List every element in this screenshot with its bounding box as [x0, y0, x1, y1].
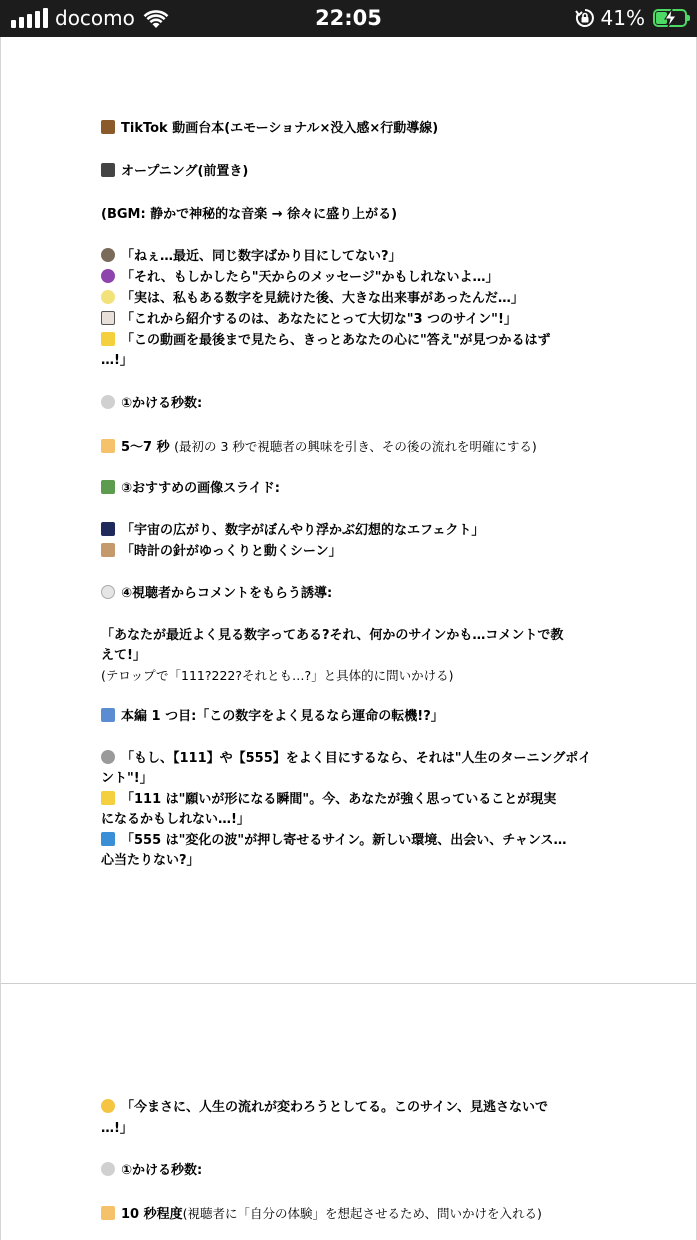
battery-charging-icon: [653, 9, 687, 27]
doc-line: …!」: [101, 353, 133, 368]
clock-time: 22:05: [315, 6, 382, 30]
doc-line: 5〜7 秒 (最初の 3 秒で視聴者の興味を引き、その後の流れを明確にする): [101, 437, 601, 458]
doc-line: 「もし、【111】や【555】をよく目にするなら、それは"人生のターニングポイ: [101, 749, 601, 769]
doc-line: …!」: [101, 1121, 133, 1136]
doc-line: TikTok 動画台本(エモーショナル×没入感×行動導線): [101, 119, 601, 139]
carrier-name: docomo: [55, 6, 135, 30]
hourglass-icon: [101, 543, 115, 557]
sparkles-icon: [101, 791, 115, 805]
framed-picture-icon: [101, 480, 115, 494]
doc-line: ント"!」: [101, 771, 153, 786]
orientation-lock-icon: [575, 8, 595, 28]
doc-line: (BGM: 静かで神秘的な音楽 → 徐々に盛り上がる): [101, 207, 398, 222]
doc-line: 「ねぇ…最近、同じ数字ばかり目にしてない?」: [101, 247, 601, 267]
doc-line: 「111 は"願いが形になる瞬間"。今、あなたが強く思っていることが現実: [101, 790, 601, 810]
doc-line: 心当たりない?」: [101, 853, 200, 868]
clock-icon: [101, 1162, 115, 1176]
doc-line: 「宇宙の広がり、数字がぼんやり浮かぶ幻想的なエフェクト」: [101, 521, 601, 541]
doc-line: 「この動画を最後まで見たら、きっとあなたの心に"答え"が見つかるはず: [101, 331, 601, 351]
status-bar: [0, 0, 697, 37]
doc-line: オープニング(前置き): [101, 162, 601, 182]
document-page-1: [0, 37, 697, 984]
eyes-icon: [101, 311, 115, 325]
speech-balloon-icon: [101, 585, 115, 599]
doc-line: ①かける秒数:: [101, 1161, 601, 1181]
sparkles-icon: [101, 332, 115, 346]
doc-line: ④視聴者からコメントをもらう誘導:: [101, 584, 601, 604]
pointing-hand-icon: [101, 1206, 115, 1220]
doc-line: (テロップで「111?222?それとも…?」と具体的に問いかける): [101, 668, 454, 683]
doc-line: 「555 は"変化の波"が押し寄せるサイン。新しい環境、出会い、チャンス…: [101, 831, 601, 851]
document-page-2: [0, 984, 697, 1240]
charging-bolt-icon: [663, 9, 679, 27]
doc-line: 本編 1 つ目:「この数字をよく見るなら運命の転機!?」: [101, 707, 601, 727]
doc-line: ①かける秒数:: [101, 394, 601, 414]
doc-line: 「時計の針がゆっくりと動くシーン」: [101, 542, 601, 562]
doc-line: 「今まさに、人生の流れが変わろうとしてる。このサイン、見逃さないで: [101, 1098, 601, 1118]
light-bulb-icon: [101, 290, 115, 304]
pointing-hand-icon: [101, 439, 115, 453]
doc-line: になるかもしれない…!」: [101, 812, 250, 827]
night-sky-icon: [101, 522, 115, 536]
star-struck-icon: [101, 1099, 115, 1113]
clock-icon: [101, 395, 115, 409]
doc-line: ③おすすめの画像スライド:: [101, 479, 601, 499]
doc-line: 「これから紹介するのは、あなたにとって大切な"3 つのサイン"!」: [101, 310, 601, 330]
wave-icon: [101, 832, 115, 846]
numbers-icon: [101, 708, 115, 722]
doc-line: 「実は、私もある数字を見続けた後、大きな出来事があったんだ…」: [101, 289, 601, 309]
doc-line: えて!」: [101, 648, 146, 663]
doc-line: 「それ、もしかしたら"天からのメッセージ"かもしれないよ…」: [101, 268, 601, 288]
doc-line: 「あなたが最近よく見る数字ってある?それ、何かのサインかも…コメントで教: [101, 628, 564, 643]
eye-icon: [101, 248, 115, 262]
clapper-board-icon: [101, 163, 115, 177]
scroll-icon: [101, 120, 115, 134]
crystal-ball-icon: [101, 269, 115, 283]
battery-percent: 41%: [600, 6, 645, 30]
doc-line: 10 秒程度(視聴者に「自分の体験」を想起させるため、問いかけを入れる): [101, 1204, 601, 1225]
magnifier-eye-icon: [101, 750, 115, 764]
